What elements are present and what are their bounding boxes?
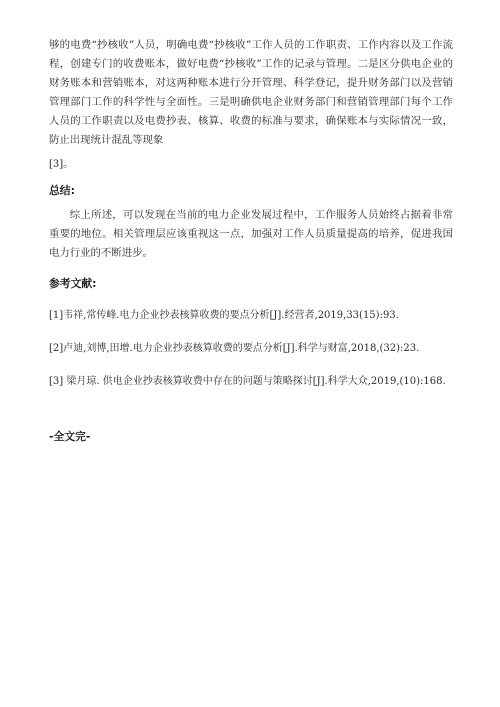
summary-paragraph: 综上所述，可以发现在当前的电力企业发展过程中，工作服务人员始终占据着非常重要的地位。相关管理层应该重视这一点，加强对工作人员质量提高的培养，促进我国电力行业的不断进步。	[49, 209, 453, 259]
references-heading: 参考文献:	[49, 277, 97, 290]
reference-item: [2]卢迪,刘博,田增.电力企业抄表核算收费的要点分析[J].科学与财富,2018,(32):23.	[49, 343, 420, 354]
reference-list	[49, 307, 453, 391]
document-page	[49, 36, 453, 444]
citation-mark: [3]。	[49, 159, 74, 170]
reference-item: [3] 梁月琼. 供电企业抄表核算收费中存在的问题与策略探讨[J].科学大众,2019,(10):168.	[49, 376, 446, 387]
end-of-article-mark: -全文完-	[49, 430, 91, 443]
reference-item: [1]韦祥,常传峰.电力企业抄表核算收费的要点分析[J].经营者,2019,33(15):93.	[49, 310, 399, 321]
body-paragraph: 够的电费“抄核收”人员，明确电费“抄核收”工作人员的工作职责、工作内容以及工作流程，创建专门的收费账本，做好电费“抄核收”工作的记录与管理。二是区分供电企业的财务账本和营销账本，对这两种账本进行分开管理、科学登记，提升财务部门以及营销管理部门工作的科学性与全面性。三是明确供电企业财务部门和营销管理部门每个工作人员的工作职责以及电费抄表、核算、收费的标准与要求，确保账本与实际情况一致，防止出现统计混乱等现象	[49, 39, 453, 146]
summary-heading: 总结:	[49, 184, 75, 197]
